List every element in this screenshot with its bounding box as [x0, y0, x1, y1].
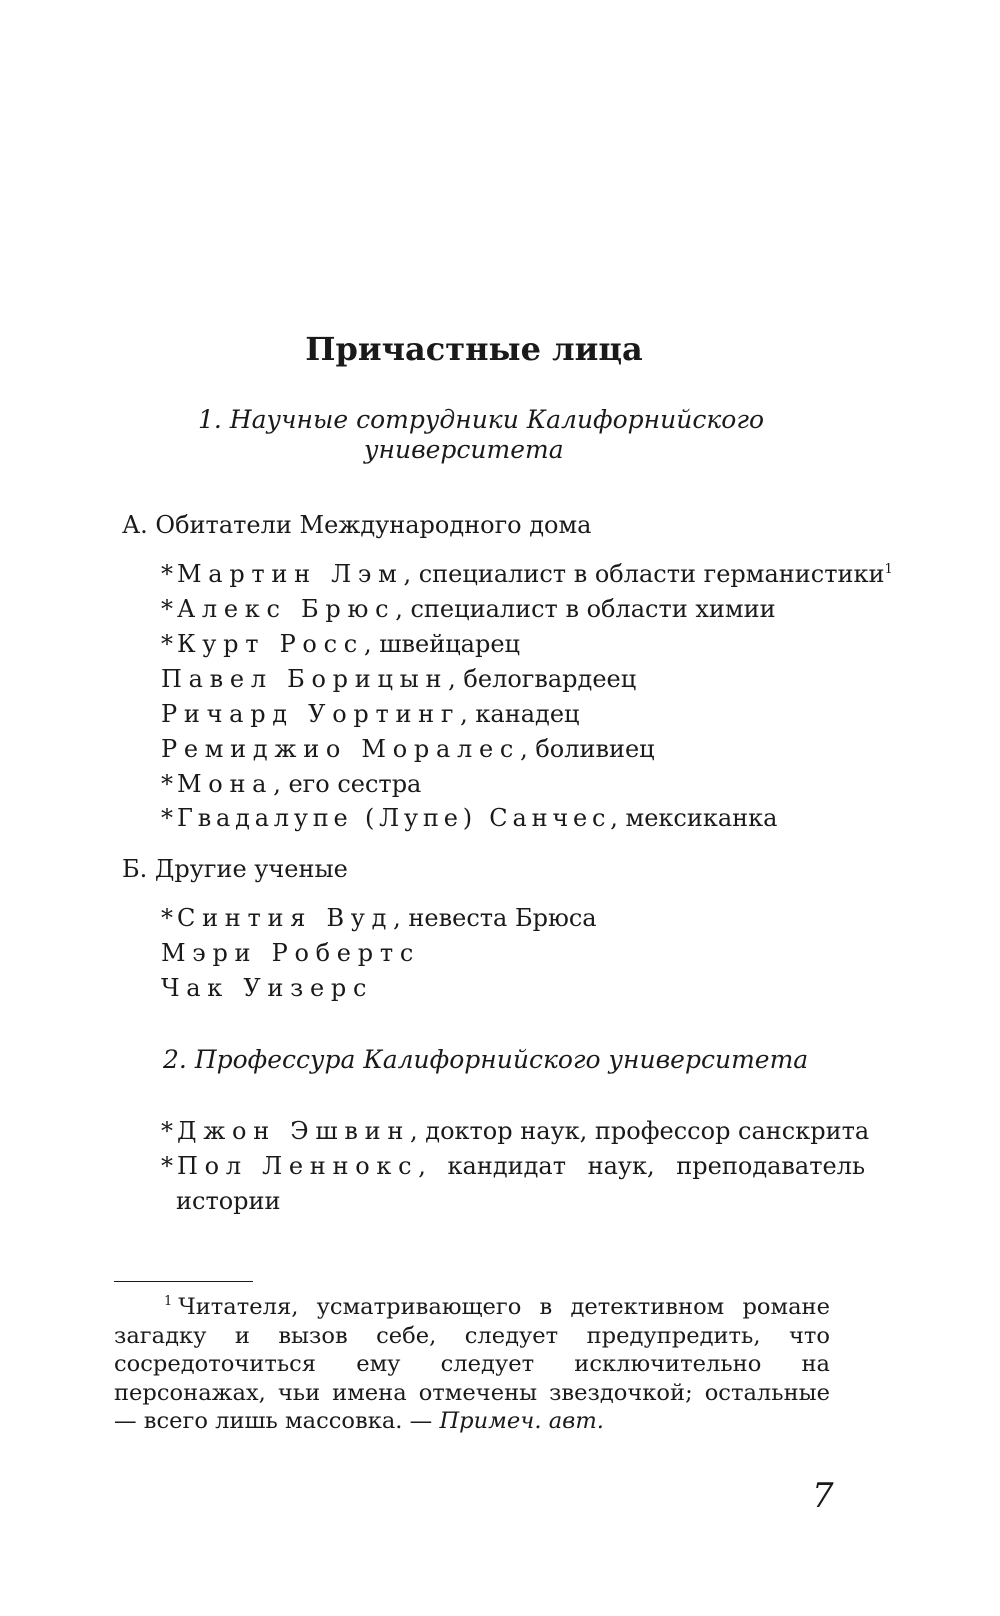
list-item — [161, 804, 777, 832]
list-item — [161, 1152, 865, 1180]
character-name: Гвадалупе (Лупе) Санчес — [177, 804, 611, 832]
list-item — [161, 735, 655, 763]
list-item — [161, 630, 520, 658]
character-description: , швейцарец — [363, 630, 520, 658]
list-item — [161, 665, 636, 693]
footnote — [114, 1293, 830, 1436]
character-description: , невеста Брюса — [393, 904, 597, 932]
list-item-continuation: истории — [176, 1187, 281, 1215]
character-name: Павел Борицын — [161, 665, 449, 693]
character-description: , его сестра — [273, 770, 422, 798]
star-marker: * — [161, 904, 173, 932]
section-1-heading-line-1: 1. Научные сотрудники Калифорнийского — [198, 405, 765, 434]
character-description: , доктор наук, профессор санскрита — [410, 1117, 870, 1145]
group-a-heading: А. Обитатели Международного дома — [122, 511, 592, 539]
star-marker: * — [161, 595, 173, 623]
character-name: Мэри Робертс — [161, 939, 420, 967]
character-name: Мартин Лэм — [177, 560, 404, 588]
footnote-note: Примеч. авт. — [439, 1408, 604, 1434]
character-description: , боливиец — [520, 735, 655, 763]
list-item — [161, 1117, 869, 1145]
character-name: Курт Росс — [177, 630, 364, 658]
character-name: Мона — [177, 770, 274, 798]
star-marker: * — [161, 804, 173, 832]
star-marker: * — [161, 1152, 173, 1180]
character-description: , мексиканка — [610, 804, 778, 832]
section-1-heading-line-2: университета — [364, 435, 564, 464]
character-description: , кандидат наук, преподаватель — [418, 1152, 866, 1180]
footnote-reference: 1 — [884, 562, 893, 577]
section-2-heading: 2. Профессура Калифорнийского университета — [163, 1045, 809, 1074]
list-item — [161, 595, 776, 623]
character-description: , канадец — [460, 700, 580, 728]
star-marker: * — [161, 630, 173, 658]
list-item — [161, 974, 373, 1002]
character-name: Ремиджио Моралес — [161, 735, 521, 763]
star-marker: * — [161, 770, 173, 798]
character-name: Синтия Вуд — [177, 904, 394, 932]
page-number: 7 — [812, 1476, 834, 1516]
footnote-text: Читателя, усматривающего в детективном романе загадку и вызов себе, следует предупредить, что сосредоточиться ему следует исключительно на персонажах, чьи имена отмечены звездочкой; остальные — всего лишь массовка. — — [114, 1294, 830, 1434]
page-title: Причастные лица — [305, 330, 643, 368]
group-b-heading: Б. Другие ученые — [122, 855, 348, 883]
list-item — [161, 560, 893, 588]
character-name: Ричард Уортинг — [161, 700, 461, 728]
character-name: Чак Уизерс — [161, 974, 374, 1002]
list-item — [161, 770, 421, 798]
character-name: Джон Эшвин — [177, 1117, 411, 1145]
character-description: , специалист в области германистики — [403, 560, 885, 588]
star-marker: * — [161, 560, 173, 588]
list-item — [161, 939, 420, 967]
character-description: , специалист в области химии — [395, 595, 776, 623]
list-item — [161, 904, 597, 932]
list-item — [161, 700, 579, 728]
character-name: Алекс Брюс — [177, 595, 396, 623]
footnote-divider — [114, 1281, 253, 1282]
character-name: Пол Леннокс — [177, 1152, 419, 1180]
character-description: , белогвардеец — [448, 665, 637, 693]
footnote-marker: 1 — [164, 1294, 173, 1310]
star-marker: * — [161, 1117, 173, 1145]
